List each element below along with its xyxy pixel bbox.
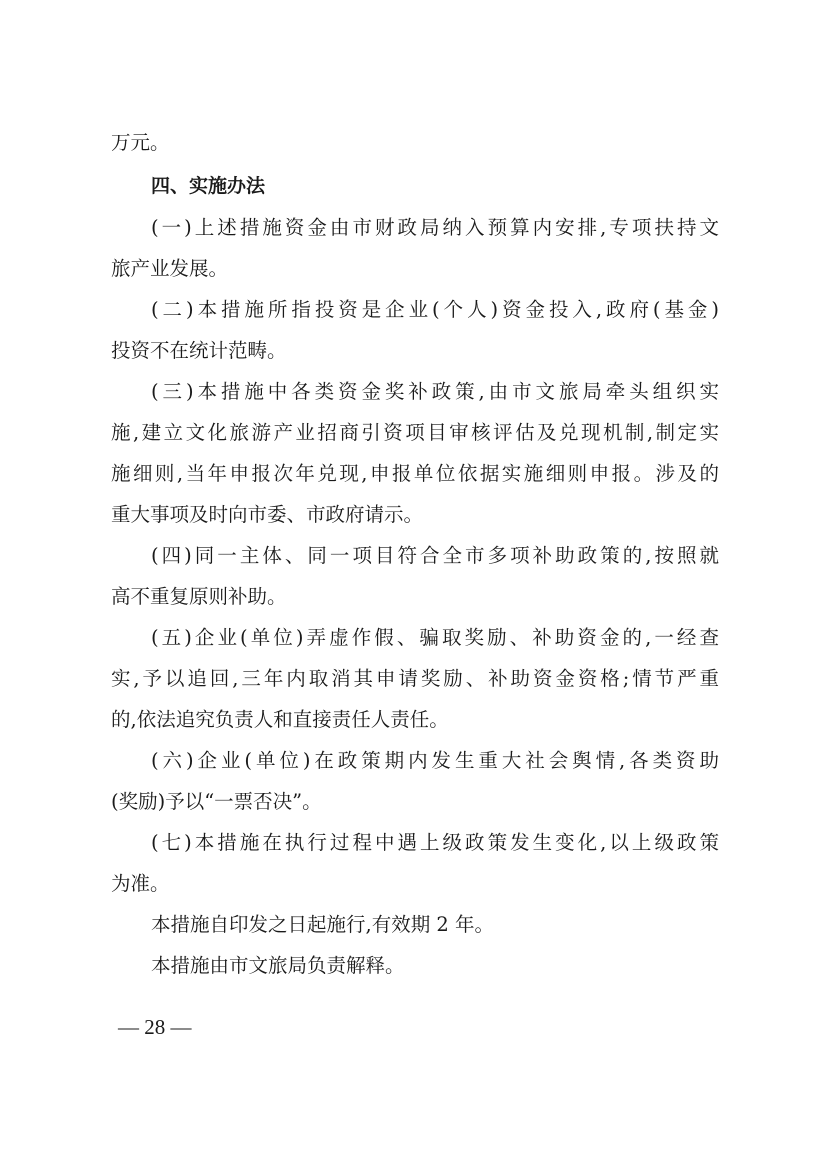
paragraph-line: (三)本措施中各类资金奖补政策,由市文旅局牵头组织实 [151,380,719,403]
paragraph-line: 旅产业发展。 [111,257,229,280]
paragraph-line: 为准。 [111,872,170,895]
paragraph-line: 本措施由市文旅局负责解释。 [151,954,405,977]
paragraph-line: 投资不在统计范畴。 [111,339,287,362]
paragraph-line: 施细则,当年申报次年兑现,申报单位依据实施细则申报。涉及的 [111,462,719,485]
paragraph-line: 本措施自印发之日起施行,有效期 2 年。 [151,913,495,936]
paragraph-line: (七)本措施在执行过程中遇上级政策发生变化,以上级政策 [151,831,719,854]
paragraph-line: (四)同一主体、同一项目符合全市多项补助政策的,按照就 [151,544,719,567]
paragraph-line: (奖励)予以“一票否决”。 [111,790,322,813]
paragraph-line: 实,予以追回,三年内取消其申请奖励、补助资金资格;情节严重 [111,667,719,690]
paragraph-line: (一)上述措施资金由市财政局纳入预算内安排,专项扶持文 [151,216,719,239]
paragraph-line: (二)本措施所指投资是企业(个人)资金投入,政府(基金) [151,298,719,321]
paragraph-line: 高不重复原则补助。 [111,585,287,608]
section-heading: 四、实施办法 [151,175,266,197]
paragraph-line: 重大事项及时向市委、市政府请示。 [111,503,424,526]
page-number: — 28 — [118,1015,192,1039]
paragraph-line: 万元。 [111,131,170,154]
paragraph-line: 施,建立文化旅游产业招商引资项目审核评估及兑现机制,制定实 [111,421,719,444]
paragraph-line: 的,依法追究负责人和直接责任人责任。 [111,708,449,731]
paragraph-line: (六)企业(单位)在政策期内发生重大社会舆情,各类资助 [151,749,719,772]
paragraph-line: (五)企业(单位)弄虚作假、骗取奖励、补助资金的,一经查 [151,626,719,649]
